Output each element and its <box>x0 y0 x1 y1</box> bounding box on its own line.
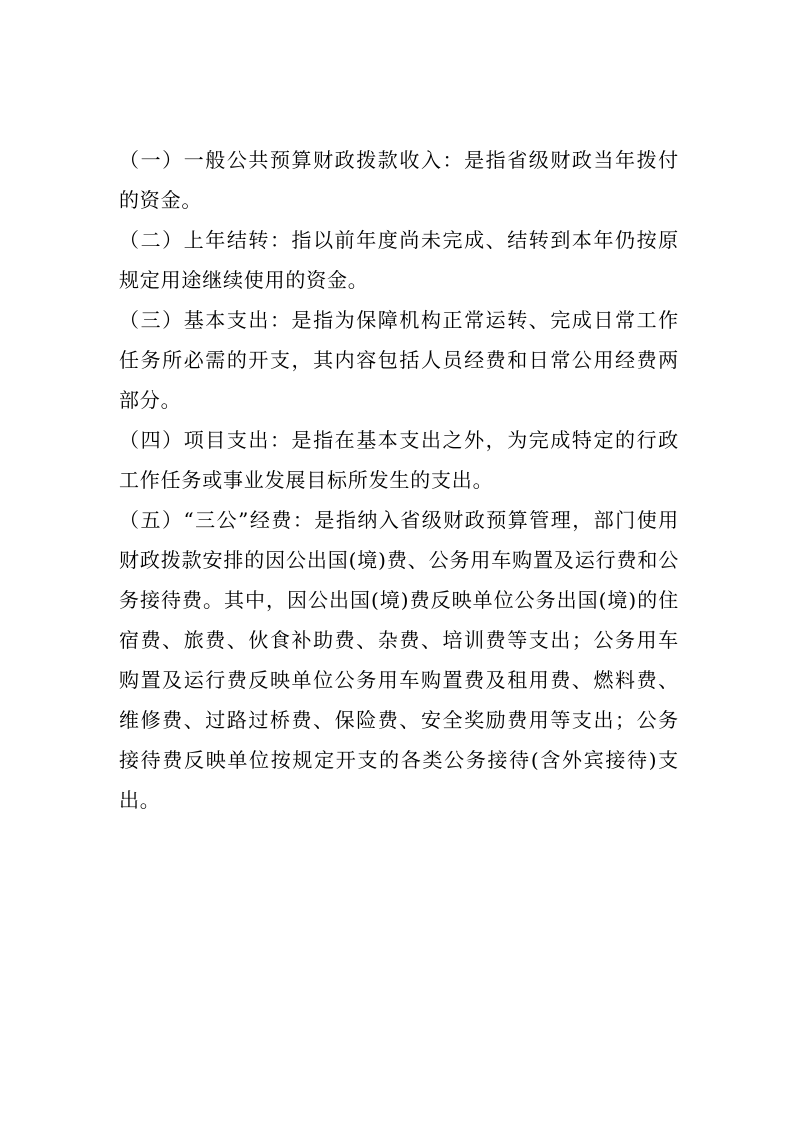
paragraph-three-public-expenses: （五）“三公”经费：是指纳入省级财政预算管理，部门使用财政拨款安排的因公出国(境)费、公务用车购置及运行费和公务接待费。其中，因公出国(境)费反映单位公务出国(境)的住宿费、旅费、伙食补助费、杂费、培训费等支出；公务用车购置及运行费反映单位公务用车购置费及租用费、燃料费、维修费、过路过桥费、保险费、安全奖励费用等支出；公务接待费反映单位按规定开支的各类公务接待(含外宾接待)支出。 <box>119 508 679 812</box>
paragraph-prior-year-carryover: （二）上年结转：指以前年度尚未完成、结转到本年仍按原规定用途继续使用的资金。 <box>119 228 679 292</box>
paragraph-basic-expenditure: （三）基本支出：是指为保障机构正常运转、完成日常工作任务所必需的开支，其内容包括人员经费和日常公用经费两部分。 <box>119 308 679 412</box>
paragraph-general-budget-revenue: （一）一般公共预算财政拨款收入：是指省级财政当年拨付的资金。 <box>119 148 679 212</box>
paragraph-project-expenditure: （四）项目支出：是指在基本支出之外，为完成特定的行政工作任务或事业发展目标所发生的支出。 <box>119 428 679 492</box>
document-body <box>119 140 679 820</box>
